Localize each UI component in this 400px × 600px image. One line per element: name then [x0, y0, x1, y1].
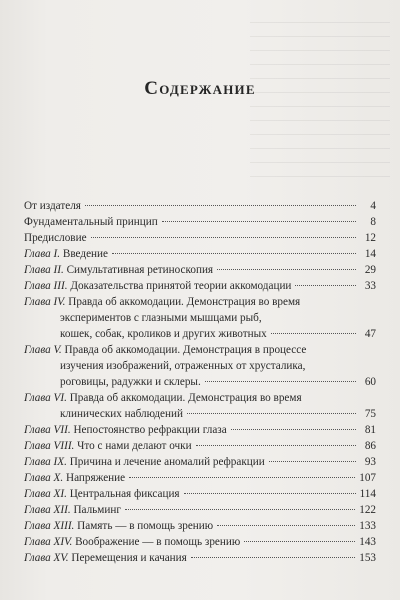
- toc-chapter-number: Глава VII.: [24, 424, 71, 436]
- toc-chapter-number: Глава VIII.: [24, 440, 75, 452]
- toc-label-group: [24, 294, 300, 310]
- toc-label-group: [24, 486, 180, 502]
- toc-entry: [24, 486, 376, 502]
- toc-chapter-number: Глава XI.: [24, 488, 67, 500]
- toc-chapter-number: Глава XV.: [24, 552, 69, 564]
- toc-line: [24, 278, 376, 294]
- toc-page-number: 14: [364, 248, 376, 260]
- toc-label-group: [24, 278, 291, 294]
- toc-entry-title: Пальминг: [73, 504, 121, 516]
- toc-chapter-number: Глава XIV.: [24, 536, 73, 548]
- toc-entry-title-continued: клинических наблюдений: [60, 408, 183, 420]
- toc-entry-title-continued: роговицы, радужки и склеры.: [60, 376, 201, 388]
- toc-chapter-number: Глава X.: [24, 472, 64, 484]
- toc-entry: [24, 342, 376, 390]
- dot-leader: [295, 285, 356, 286]
- toc-page-number: 8: [370, 216, 376, 228]
- dot-leader: [187, 413, 356, 414]
- dot-leader: [112, 253, 356, 254]
- toc-entry: [24, 278, 376, 294]
- toc-entry-title: Симультативная ретиноскопия: [66, 264, 214, 276]
- toc-line: [24, 198, 376, 214]
- toc-line: [24, 342, 376, 358]
- toc-line: [24, 502, 376, 518]
- toc-page-number: 60: [364, 376, 376, 388]
- toc-line-continuation: [24, 326, 376, 342]
- toc-entry-title: Перемещения и качания: [71, 552, 187, 564]
- toc-entry-title: Напряжение: [65, 472, 126, 484]
- toc-entry-title: Воображение — в помощь зрению: [75, 536, 241, 548]
- toc-label-group: [24, 230, 87, 246]
- dot-leader: [217, 525, 355, 526]
- toc-line-continuation: [24, 374, 376, 390]
- toc-entry-title-continued: экспериментов с глазными мышцами рыб,: [60, 312, 262, 324]
- dot-leader: [184, 493, 356, 494]
- toc-page-number: 47: [364, 328, 376, 340]
- page-title: Содержание: [144, 78, 256, 99]
- toc-entry-title: Память — в помощь зрению: [77, 520, 214, 532]
- toc-line: [24, 214, 376, 230]
- dot-leader: [91, 237, 356, 238]
- dot-leader: [244, 541, 355, 542]
- toc-page-number: 4: [370, 200, 376, 212]
- toc-entry-title: Предисловие: [24, 232, 87, 244]
- toc-label-group: [24, 534, 240, 550]
- toc-line: [24, 486, 376, 502]
- toc-chapter-number: Глава XIII.: [24, 520, 75, 532]
- dot-leader: [271, 333, 356, 334]
- toc-label-group: [24, 550, 187, 566]
- dot-leader: [191, 557, 355, 558]
- toc-chapter-number: Глава XII.: [24, 504, 71, 516]
- toc-label-group: [24, 422, 227, 438]
- toc-line: [24, 262, 376, 278]
- toc-entry: [24, 422, 376, 438]
- toc-line-continuation: [24, 406, 376, 422]
- toc-page-number: 133: [359, 520, 376, 532]
- toc-line: [24, 390, 376, 406]
- toc-chapter-number: Глава II.: [24, 264, 64, 276]
- toc-entry: [24, 550, 376, 566]
- toc-entry-title: Доказательства принятой теории аккомодации: [70, 280, 292, 292]
- toc-entry-title-continued: изучения изображений, отраженных от хрусталика,: [60, 360, 306, 372]
- dot-leader: [196, 445, 356, 446]
- dot-leader: [162, 221, 356, 222]
- toc-label-group: [24, 518, 213, 534]
- toc-label-group: [24, 502, 121, 518]
- bleed-through-text: [250, 22, 390, 202]
- dot-leader: [205, 381, 356, 382]
- toc-page-number: 153: [359, 552, 376, 564]
- toc-line: [24, 230, 376, 246]
- toc-line-continuation: [24, 310, 376, 326]
- toc-line: [24, 422, 376, 438]
- toc-page-number: 107: [359, 472, 376, 484]
- dot-leader: [85, 205, 356, 206]
- toc-label-group: [24, 470, 125, 486]
- toc-line: [24, 470, 376, 486]
- toc-entry: [24, 262, 376, 278]
- toc-line: [24, 246, 376, 262]
- dot-leader: [231, 429, 356, 430]
- toc-page-number: 75: [364, 408, 376, 420]
- toc-entry: [24, 438, 376, 454]
- toc-label-group: [24, 390, 302, 406]
- toc-entry: [24, 230, 376, 246]
- dot-leader: [125, 509, 355, 510]
- toc-chapter-number: Глава I.: [24, 248, 61, 260]
- toc-page-number: 33: [364, 280, 376, 292]
- toc-line: [24, 294, 376, 310]
- toc-chapter-number: Глава VI.: [24, 392, 67, 404]
- toc-entry-title: Причина и лечение аномалий рефракции: [69, 456, 265, 468]
- toc-entry-title: Введение: [62, 248, 108, 260]
- toc-entry-title: От издателя: [24, 200, 81, 212]
- toc-page-number: 143: [359, 536, 376, 548]
- toc-page-number: 12: [364, 232, 376, 244]
- dot-leader: [129, 477, 355, 478]
- toc-entry-title: Фундаментальный принцип: [24, 216, 158, 228]
- toc-entry: [24, 534, 376, 550]
- toc-label-group: [24, 262, 213, 278]
- toc-entry: [24, 198, 376, 214]
- toc-entry: [24, 454, 376, 470]
- toc-entry: [24, 214, 376, 230]
- toc-entry-title: Что с нами делают очки: [77, 440, 192, 452]
- toc-label-group: [24, 342, 306, 358]
- toc-page-number: 122: [359, 504, 376, 516]
- toc-entry: [24, 502, 376, 518]
- toc-line-continuation: [24, 358, 376, 374]
- toc-chapter-number: Глава IX.: [24, 456, 67, 468]
- toc-chapter-number: Глава III.: [24, 280, 68, 292]
- toc-line: [24, 534, 376, 550]
- table-of-contents: [24, 198, 376, 566]
- toc-label-group: [24, 214, 158, 230]
- toc-entry-title-continued: кошек, собак, кроликов и других животных: [60, 328, 267, 340]
- toc-line: [24, 518, 376, 534]
- dot-leader: [269, 461, 356, 462]
- toc-entry-title: Правда об аккомодации. Демонстрация во время: [69, 392, 302, 404]
- toc-entry-title: Правда об аккомодации. Демонстрация в процессе: [64, 344, 307, 356]
- toc-entry: [24, 246, 376, 262]
- toc-line: [24, 438, 376, 454]
- toc-label-group: [24, 198, 81, 214]
- toc-page-number: 86: [364, 440, 376, 452]
- toc-label-group: [24, 438, 192, 454]
- dot-leader: [217, 269, 356, 270]
- toc-chapter-number: Глава V.: [24, 344, 62, 356]
- toc-label-group: [24, 246, 108, 262]
- toc-entry-title: Непостоянство рефракции глаза: [73, 424, 227, 436]
- toc-page-number: 29: [364, 264, 376, 276]
- toc-entry: [24, 518, 376, 534]
- toc-entry-title: Центральная фиксация: [69, 488, 180, 500]
- toc-entry: [24, 390, 376, 422]
- toc-entry: [24, 470, 376, 486]
- toc-label-group: [24, 454, 265, 470]
- toc-page-number: 114: [359, 488, 376, 500]
- toc-entry: [24, 294, 376, 342]
- toc-chapter-number: Глава IV.: [24, 296, 66, 308]
- toc-page-number: 81: [364, 424, 376, 436]
- toc-line: [24, 550, 376, 566]
- toc-entry-title: Правда об аккомодации. Демонстрация во время: [68, 296, 301, 308]
- toc-page-number: 93: [364, 456, 376, 468]
- toc-line: [24, 454, 376, 470]
